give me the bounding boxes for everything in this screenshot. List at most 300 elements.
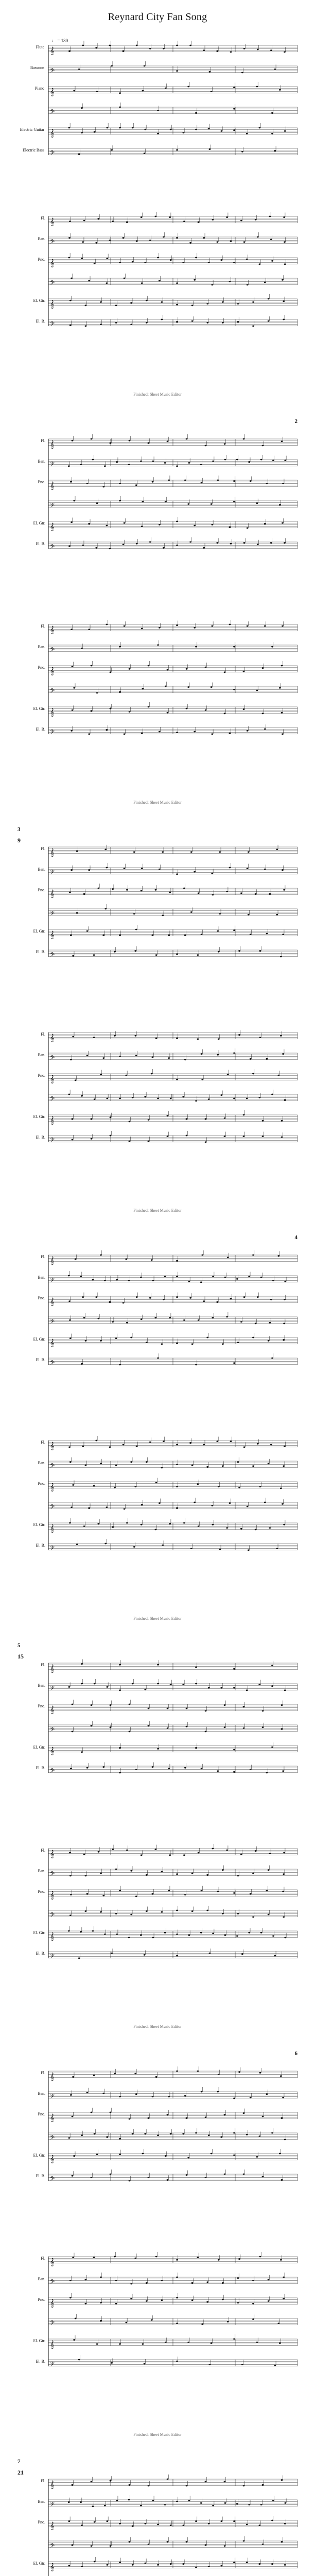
note-head <box>256 2342 258 2343</box>
instrument-label: Fl. <box>41 624 45 629</box>
note-head <box>176 954 178 955</box>
staff <box>48 724 297 737</box>
instrument-label: El. Gtr. <box>33 521 45 526</box>
note-head <box>81 1663 83 1665</box>
note-head <box>176 545 178 546</box>
note-head <box>157 2564 159 2566</box>
note-head <box>276 849 278 850</box>
note-head <box>133 851 135 853</box>
note-head <box>176 521 178 522</box>
note-head <box>276 1548 278 1549</box>
note-head <box>246 2562 248 2563</box>
note-head <box>230 51 232 53</box>
note-head <box>100 2320 102 2321</box>
note-head <box>220 259 222 261</box>
note-head <box>72 709 74 711</box>
note-head <box>271 2132 273 2134</box>
note-head <box>208 1687 210 1689</box>
instrument-label: Pno. <box>38 888 45 892</box>
note-head <box>274 69 276 70</box>
note-head <box>95 1296 97 1298</box>
instrument-label: Fl. <box>41 216 45 221</box>
note-head <box>201 482 203 483</box>
note-head <box>82 241 84 243</box>
instrument-label: El. B. <box>36 2174 45 2178</box>
staff <box>48 232 297 247</box>
note-head <box>100 2302 102 2303</box>
note-head <box>157 1664 159 1666</box>
note-head <box>124 733 126 735</box>
staff <box>48 1659 297 1673</box>
note-head <box>255 1850 257 1852</box>
note-head <box>191 1343 194 1345</box>
note-head <box>81 1095 83 1097</box>
clef-icon: 𝄞 <box>50 259 55 267</box>
instrument-label: El. Gtr. <box>33 929 45 934</box>
note-head <box>260 1932 262 1934</box>
note-head <box>176 2259 178 2261</box>
instrument-label: El. Gtr. <box>33 1114 45 1119</box>
note-head <box>211 284 213 285</box>
note-head <box>167 2479 169 2480</box>
staff <box>48 845 297 857</box>
note-head <box>94 2133 96 2134</box>
note-head <box>270 49 272 51</box>
note-head <box>161 1343 163 1345</box>
note-head <box>222 1913 224 1914</box>
staff <box>48 925 297 939</box>
note-head <box>72 2076 74 2078</box>
note-head <box>165 501 167 502</box>
note-head <box>259 1037 261 1038</box>
clef-icon: 𝄞 <box>50 2113 55 2122</box>
note-head <box>119 107 121 108</box>
note-head <box>125 1075 127 1076</box>
note-head <box>272 1280 274 1281</box>
instrument-label: El. B. <box>36 1543 45 1548</box>
note-head <box>115 304 117 306</box>
note-head <box>241 151 243 152</box>
note-head <box>217 1770 219 1772</box>
note-head <box>81 1683 83 1685</box>
note-head <box>152 1280 154 1281</box>
note-head <box>240 892 242 894</box>
note-head <box>163 1299 165 1300</box>
note-head <box>69 2280 72 2281</box>
note-head <box>247 1506 249 1507</box>
note-head <box>237 1461 239 1463</box>
note-head <box>222 1465 224 1467</box>
note-head <box>168 2096 170 2097</box>
note-head <box>209 71 211 73</box>
clef-icon: 𝄢 <box>50 1277 55 1285</box>
instrument-label: Fl. <box>41 1032 45 1037</box>
note-head <box>119 2562 121 2563</box>
note-head <box>134 1035 136 1037</box>
instrument-label: Bsn. <box>38 645 45 649</box>
note-head <box>182 2524 184 2526</box>
note-head <box>226 1316 228 1318</box>
note-head <box>264 728 266 730</box>
staff <box>48 212 297 226</box>
note-head <box>264 1502 266 1503</box>
note-head <box>230 543 232 545</box>
note-head <box>85 1340 87 1342</box>
note-head <box>82 45 84 46</box>
note-head <box>176 2071 178 2072</box>
note-head <box>250 1893 252 1895</box>
note-head <box>152 461 154 462</box>
note-head <box>152 1766 154 1768</box>
note-head <box>222 1343 224 1345</box>
instrument-label: El. B. <box>36 1358 45 1362</box>
clef-icon: 𝄢 <box>50 320 55 329</box>
note-head <box>68 2501 70 2503</box>
note-head <box>282 1053 284 1055</box>
note-head <box>169 892 171 893</box>
staff <box>48 253 297 267</box>
note-head <box>167 1727 169 1729</box>
page-number: 6 <box>294 2050 297 2057</box>
note-head <box>106 867 108 869</box>
note-head <box>80 1276 82 1277</box>
note-head <box>130 1870 132 1872</box>
instrument-label: El. B. <box>36 319 45 324</box>
note-head <box>86 1893 89 1895</box>
note-head <box>284 1281 286 1282</box>
note-head <box>283 889 285 891</box>
note-head <box>218 1486 220 1487</box>
staff <box>48 1271 297 1285</box>
note-head <box>195 1364 197 1365</box>
clef-icon: 𝄞 <box>50 1116 55 1125</box>
note-head <box>237 321 239 323</box>
note-head <box>155 1038 157 1039</box>
note-head <box>157 2134 159 2136</box>
note-head <box>233 87 235 88</box>
note-head <box>152 1937 154 1938</box>
note-head <box>183 221 185 222</box>
note-head <box>91 2545 93 2547</box>
staff <box>48 2066 297 2081</box>
note-head <box>250 934 252 935</box>
note-head <box>100 1911 102 1913</box>
note-head <box>96 91 98 92</box>
staff <box>48 455 297 469</box>
note-head <box>119 127 121 129</box>
note-head <box>119 2138 121 2140</box>
note-head <box>132 2133 134 2134</box>
clef-icon: 𝄢 <box>50 1503 55 1512</box>
note-head <box>96 2343 98 2345</box>
staff <box>48 1844 297 1858</box>
note-head <box>271 1747 273 1748</box>
clef-icon: 𝄢 <box>50 543 55 552</box>
note-head <box>268 320 270 322</box>
page-footer: Finished: Sheet Music Editor <box>133 2024 182 2029</box>
note-head <box>119 262 121 263</box>
note-head <box>256 2156 258 2158</box>
clef-icon: 𝄢 <box>50 910 55 919</box>
note-head <box>195 257 197 259</box>
note-head <box>93 1037 95 1038</box>
note-head <box>281 2541 283 2543</box>
note-head <box>128 1937 130 1938</box>
note-head <box>230 1298 232 1299</box>
instrument-label: Pno. <box>38 1704 45 1708</box>
note-head <box>247 527 249 529</box>
clef-icon: 𝄞 <box>50 1932 55 1941</box>
note-head <box>135 1055 137 1056</box>
clef-icon: 𝄞 <box>50 1075 55 1083</box>
note-head <box>169 1854 171 1856</box>
instrument-label: Pno. <box>38 665 45 670</box>
note-head <box>198 1852 200 1854</box>
note-head <box>73 687 75 689</box>
note-head <box>212 461 214 462</box>
note-head <box>146 2282 148 2284</box>
note-head <box>206 1910 208 1911</box>
note-head <box>186 438 188 440</box>
note-head <box>82 1296 84 1298</box>
note-head <box>78 1957 80 1959</box>
note-head <box>176 1296 178 1298</box>
instrument-label: Bsn. <box>38 1869 45 1873</box>
note-head <box>148 2485 150 2486</box>
instrument-label: Pno. <box>38 1073 45 1078</box>
staff <box>48 517 297 531</box>
instrument-label: Electric Guitar <box>20 127 44 132</box>
note-head <box>203 547 205 549</box>
note-head <box>126 1322 128 1324</box>
note-head <box>91 2112 93 2113</box>
note-head <box>169 1523 171 1524</box>
clef-icon: 𝄞 <box>50 625 55 634</box>
note-head <box>176 237 178 239</box>
note-head <box>72 1036 74 1038</box>
staff <box>48 2536 297 2551</box>
note-head <box>284 263 286 265</box>
note-head <box>233 1771 235 1773</box>
note-head <box>68 2520 70 2522</box>
note-head <box>190 911 192 913</box>
instrument-label: El. B. <box>36 2359 45 2364</box>
staff <box>48 145 297 158</box>
staff <box>48 1679 297 1693</box>
note-head <box>81 2566 83 2567</box>
note-head <box>119 483 121 484</box>
note-head <box>116 461 118 463</box>
clef-icon: 𝄢 <box>50 1095 55 1104</box>
note-head <box>211 1505 213 1506</box>
note-head <box>85 304 87 306</box>
staff <box>48 2293 297 2308</box>
staff <box>48 1458 297 1471</box>
note-head <box>186 2485 188 2486</box>
note-head <box>114 1487 116 1488</box>
note-head <box>91 1138 93 1140</box>
note-head <box>86 1767 89 1769</box>
note-head <box>86 483 89 484</box>
note-head <box>69 892 71 893</box>
note-head <box>203 1444 205 1446</box>
note-head <box>135 929 137 930</box>
note-head <box>126 889 128 891</box>
note-head <box>72 1139 74 1141</box>
note-head <box>68 1446 71 1448</box>
instrument-label: El. B. <box>36 1766 45 1770</box>
note-head <box>279 2153 281 2155</box>
note-head <box>212 219 214 221</box>
note-head <box>250 1769 252 1770</box>
note-head <box>85 325 87 327</box>
note-head <box>119 92 121 94</box>
note-head <box>272 460 274 461</box>
note-head <box>262 1136 264 1137</box>
note-head <box>170 1684 172 1685</box>
note-head <box>197 2071 199 2072</box>
note-head <box>119 1364 121 1365</box>
instrument-label: El. B. <box>36 1135 45 1140</box>
note-head <box>176 70 178 72</box>
note-head <box>271 112 273 114</box>
note-head <box>266 1058 268 1060</box>
note-head <box>197 1483 199 1485</box>
note-head <box>130 2283 132 2284</box>
note-head <box>188 1935 190 1936</box>
note-head <box>94 2521 96 2523</box>
note-head <box>116 1279 118 1281</box>
note-head <box>281 2479 283 2481</box>
note-head <box>224 713 226 714</box>
note-head <box>154 1849 156 1850</box>
staff <box>48 620 297 634</box>
note-head <box>163 1440 165 1442</box>
note-head <box>129 2484 131 2486</box>
note-head <box>269 1853 271 1854</box>
note-head <box>165 88 167 89</box>
staff <box>48 1069 297 1083</box>
staff <box>48 1030 297 1042</box>
note-head <box>280 2075 282 2077</box>
note-head <box>255 893 257 895</box>
clef-icon: 𝄢 <box>50 1767 55 1776</box>
note-head <box>144 2363 146 2365</box>
note-head <box>136 1446 138 1447</box>
note-head <box>161 1871 163 1872</box>
note-head <box>176 624 178 626</box>
note-head <box>238 1034 240 1036</box>
note-head <box>130 1914 132 1916</box>
note-head <box>187 86 189 88</box>
note-head <box>262 2176 264 2177</box>
note-head <box>279 2343 281 2344</box>
note-head <box>97 1523 99 1524</box>
note-head <box>114 1035 116 1037</box>
note-head <box>246 259 248 260</box>
note-head <box>148 1119 150 1121</box>
note-head <box>80 464 82 465</box>
note-head <box>212 1848 214 1850</box>
note-head <box>182 262 184 263</box>
note-head <box>283 1873 285 1875</box>
note-head <box>194 1502 196 1503</box>
clef-icon: 𝄢 <box>50 1545 55 1553</box>
note-head <box>257 236 259 238</box>
note-head <box>281 1728 283 1730</box>
note-head <box>194 871 196 873</box>
note-head <box>233 2562 235 2563</box>
note-head <box>184 1894 186 1895</box>
note-head <box>252 1916 254 1918</box>
note-head <box>252 1255 254 1256</box>
note-head <box>279 504 281 506</box>
note-head <box>186 1135 188 1137</box>
note-head <box>222 322 224 324</box>
note-head <box>233 2520 235 2522</box>
note-head <box>230 241 232 242</box>
note-head <box>281 440 283 442</box>
note-head <box>110 1116 112 1118</box>
note-head <box>257 1443 259 1445</box>
note-head <box>83 220 85 222</box>
note-head <box>72 2545 74 2546</box>
note-head <box>73 2339 75 2341</box>
note-head <box>75 2318 77 2319</box>
note-head <box>282 733 284 735</box>
note-head <box>233 1098 235 1099</box>
note-head <box>282 2097 284 2098</box>
note-head <box>195 646 197 648</box>
note-head <box>124 868 126 869</box>
note-head <box>112 1849 114 1850</box>
note-head <box>68 465 70 467</box>
note-head <box>68 1300 71 1302</box>
note-head <box>176 45 178 46</box>
note-head <box>161 319 163 320</box>
note-head <box>69 1914 72 1916</box>
note-head <box>85 1465 87 1466</box>
note-head <box>142 501 144 502</box>
note-head <box>140 1935 142 1936</box>
instrument-label: Pno. <box>38 2520 45 2524</box>
note-head <box>252 325 254 327</box>
note-head <box>100 1873 102 1874</box>
note-head <box>279 687 281 689</box>
note-head <box>211 873 213 874</box>
note-head <box>271 646 273 648</box>
staff <box>48 1048 297 1063</box>
staff-systems <box>0 1632 315 2040</box>
staff <box>48 61 297 76</box>
staff <box>48 537 297 552</box>
note-head <box>151 1259 153 1261</box>
note-head <box>132 2564 134 2566</box>
note-head <box>93 2075 95 2076</box>
note-head <box>69 1852 71 1854</box>
note-head <box>243 1136 245 1137</box>
note-head <box>269 1322 271 1324</box>
note-head <box>109 548 111 549</box>
note-head <box>205 2177 207 2178</box>
note-head <box>280 1035 282 1037</box>
note-head <box>271 2520 273 2521</box>
note-head <box>97 218 99 219</box>
note-head <box>194 731 196 733</box>
staff <box>48 496 297 511</box>
note-head <box>217 1891 219 1892</box>
note-head <box>220 2137 222 2138</box>
